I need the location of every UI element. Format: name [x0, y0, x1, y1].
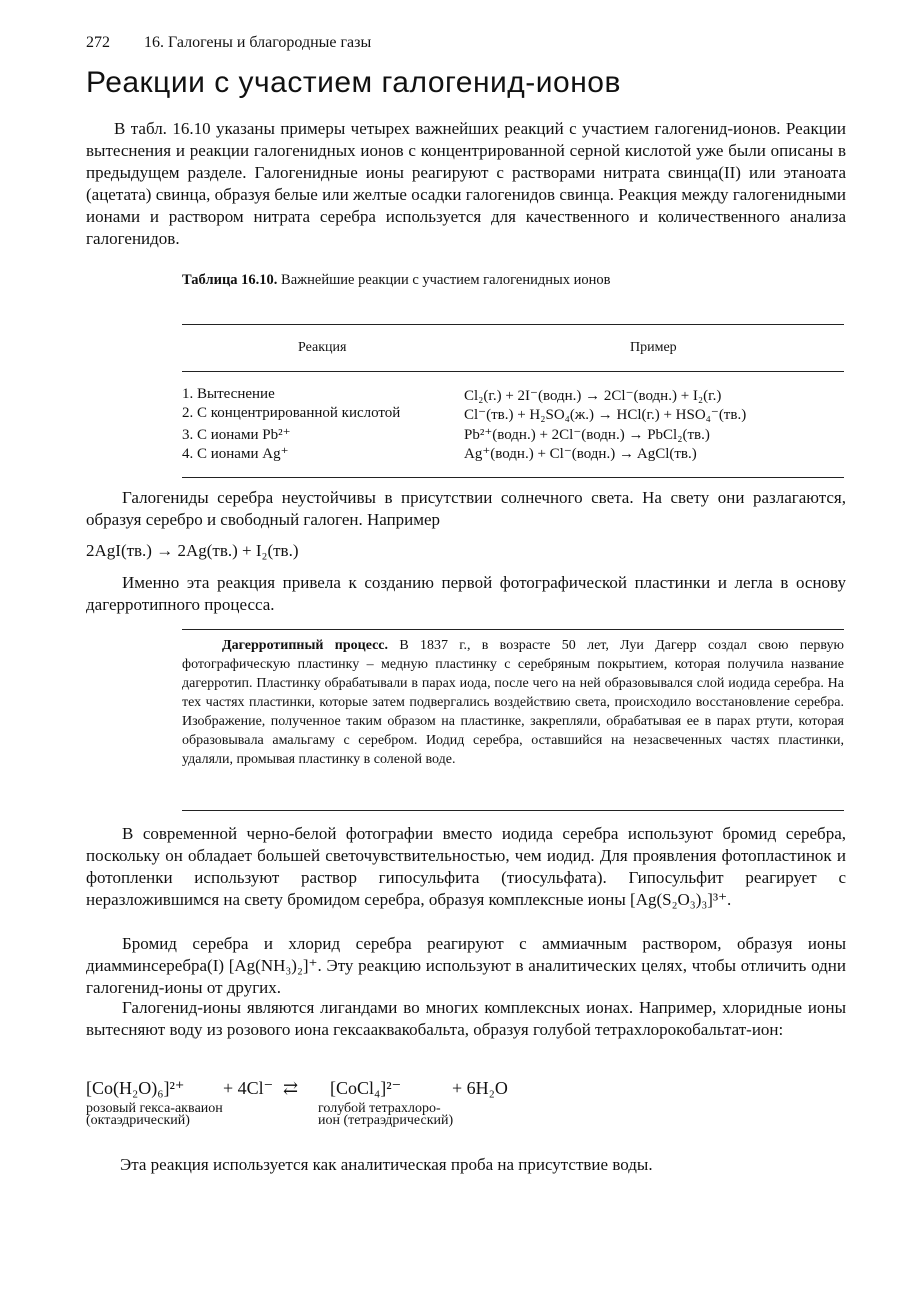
equilibrium-arrow: ⇄: [283, 1078, 299, 1098]
table-header-reaction: Реакция: [298, 340, 347, 355]
chloride-term: + 4Cl⁻: [223, 1078, 274, 1098]
table-cell-example: Ag⁺(водн.) + Cl⁻(водн.) → AgCl(тв.): [464, 446, 697, 462]
box-text: В 1837 г., в возрасте 50 лет, Луи Дагерр создал свою первую фотографическую пластинку – медную пластинку с серебряным покрытием, которая получила название дагерротип. Пластинку обрабатывали в парах иода, после чего на ней образовывался слой иодида серебра. На тех частях пластинки, которые затем подвергались воздействию света, происходило восстановление серебра. Изображение, полученное таким образом на пластинке, закрепляли, обрабатывая ее в парах ртути, которая образовывала амальгаму с серебром. Иодид серебра, оставшийся на незасвеченных частях пластинки, удаляли, промывая пластинку в соленой воде.: [182, 638, 845, 767]
table-row: [182, 444, 844, 464]
final-paragraph: Эта реакция используется как аналитическая проба на присутствие воды.: [120, 1155, 653, 1174]
table-cell-reaction: 1. Вытеснение: [182, 386, 275, 402]
table-header-example: Пример: [630, 340, 677, 355]
table-header-rule: [182, 371, 844, 372]
page-number: 272: [86, 34, 110, 51]
label-pink-ion: розовый гекса-аквaион (октаэдрический): [86, 1101, 223, 1128]
intro-paragraph: В табл. 16.10 указаны примеры четырех важнейших реакций с участием галогенид-ионов. Реакции вытеснения и реакции галогенидных ионов с концентрированной серной кислотой уже были описаны в предыдущем разделе. Галогенидные ионы реагируют с растворами нитрата свинца(II) или этаноата (ацетата) свинца, образуя белые или желтые осадки галогенидов свинца. Реакция между галогенидными ионами и раствором нитрата серебра используется для качественного и количественного анализа галогенидов.: [86, 119, 846, 248]
water-term: + 6H₂O: [452, 1078, 508, 1098]
table-caption-text: Важнейшие реакции с участием галогенидных ионов: [281, 272, 611, 288]
label-blue-ion: голубой тетрахлоро-ион (тетраэдрический): [318, 1101, 454, 1128]
section-title: Реакции с участием галогенид-ионов: [86, 66, 621, 99]
table-row: [182, 405, 844, 425]
table-cell-example: Cl⁻(тв.) + H₂SO₄(ж.) → HCl(г.) + HSO₄⁻(тв.): [464, 407, 747, 423]
chapter-title: 16. Галогены и благородные газы: [144, 34, 372, 51]
box-bottom-rule: [182, 810, 844, 811]
box-top-rule: [182, 629, 844, 630]
table-cell-example: Cl₂(г.) + 2I⁻(водн.) → 2Cl⁻(водн.) + I₂(г.): [464, 388, 722, 404]
table-caption-label: Таблица 16.10.: [182, 272, 278, 288]
table-row: [182, 386, 844, 406]
table-cell-reaction: 2. С концентрированной кислотой: [182, 405, 401, 421]
modern-photo-paragraph: В современной черно-белой фотографии вместо иодида серебра используют бромид серебра, поскольку он обладает большей светочувствительностью, чем иодид. Для проявления фотопластинок и фотопленки используют раствор гипосульфита (тиосульфата). Гипосульфит реагирует с неразложившимся на свету бромидом серебра, образуя комплексные ионы [Ag(S₂O₃)₃]³⁺.: [86, 824, 846, 909]
ammonia-paragraph: Бромид серебра и хлорид серебра реагируют с аммиачным раствором, образуя ионы диамминсеребра(I) [Ag(NH₃)₂]⁺. Эту реакцию используют в аналитических целях, чтобы отличить одни галогенид-ионы от других.: [86, 934, 846, 997]
table-top-rule: [182, 324, 844, 325]
table-cell-reaction: 3. С ионами Pb²⁺: [182, 427, 291, 443]
cobalt-chloro-complex: [CoCl₄]²⁻: [330, 1078, 402, 1098]
silver-light-paragraph: Галогениды серебра неустойчивы в присутствии солнечного света. На свету они разлагаются, образуя серебро и свободный галоген. Например: [86, 488, 846, 529]
photo-plate-paragraph: Именно эта реакция привела к созданию первой фотографической пластинки и легла в основу дагерротипного процесса.: [86, 573, 846, 614]
table-bottom-rule: [182, 477, 844, 478]
table-caption: [182, 272, 611, 289]
agi-equation: 2AgI(тв.) → 2Ag(тв.) + I₂(тв.): [86, 541, 299, 560]
ligands-paragraph: Галогенид-ионы являются лигандами во многих комплексных ионах. Например, хлоридные ионы вытесняют воду из розового иона гексааквакобальта, образуя голубой тетрахлорокобальтат-ион:: [86, 998, 846, 1039]
cobalt-aqua-complex: [Co(H₂O)₆]²⁺: [86, 1078, 185, 1098]
box-heading: Дагерротипный процесс.: [222, 638, 389, 653]
table-cell-reaction: 4. С ионами Ag⁺: [182, 446, 289, 462]
table-cell-example: Pb²⁺(водн.) + 2Cl⁻(водн.) → PbCl₂(тв.): [464, 427, 710, 443]
daguerreotype-box: [182, 636, 844, 769]
page-header: [86, 34, 371, 52]
table-row: [182, 425, 844, 445]
